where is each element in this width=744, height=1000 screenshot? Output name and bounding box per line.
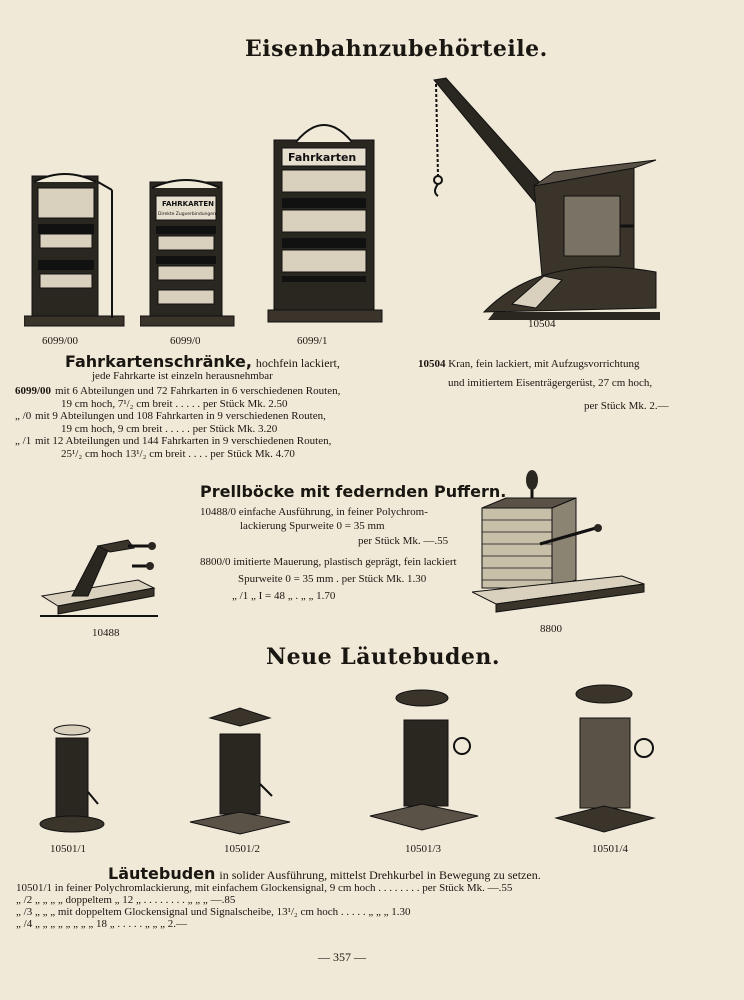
kran-line-1: 10504 Kran, fein lackiert, mit Aufzugsvorrichtung [418,358,640,370]
prellboecke-line-4: 8800/0 imitierte Mauerung, plastisch geprägt, fein lackiert [200,556,457,568]
laeutebuden-heading: Läutebuden [108,864,216,883]
fahrkarten-line: 19 cm hoch, 7¹/₂ cm breit . . . . . per Stück Mk. 2.50 [61,397,288,410]
cabinet-label-1b: Direkte Zugverbindungen [158,212,216,217]
bell-hut-10501-1-illustration [36,720,106,836]
caption-6099-00: 6099/00 [42,335,79,347]
ticket-cabinet-6099-0-illustration [140,172,236,330]
fahrkarten-list [15,385,395,460]
fahrkarten-heading-rest: hochfein lackiert, [255,356,340,370]
cabinet-label-2: Fahrkarten [288,151,357,164]
caption-10488: 10488 [92,627,120,639]
kran-line-3: per Stück Mk. 2.— [584,400,669,412]
laeutebuden-line-2: „ /2 „ „ „ „ doppeltem „ 12 „ . . . . . . . . „ „ „ —.85 [16,894,236,906]
prellboecke-line-3: per Stück Mk. —.55 [358,535,449,547]
caption-10504: 10504 [528,318,556,330]
page-title: Eisenbahnzubehörteile. [245,36,548,62]
caption-8800: 8800 [540,623,562,635]
caption-10501-2: 10501/2 [224,843,261,855]
cabinet-label-1: FAHRKARTEN [162,200,214,208]
buffer-stop-10488-illustration [38,536,162,624]
fahrkarten-line: „ /0 mit 9 Abteilungen und 108 Fahrkarten in 9 verschiedenen Routen, [15,410,326,422]
prellboecke-line-1: 10488/0 einfache Ausführung, in feiner Polychrom- [200,506,428,518]
page-number: — 357 — [318,950,366,964]
laeutebuden-heading-line [108,864,541,884]
laeutebuden-line-1: 10501/1 in feiner Polychromlackierung, mit einfachem Glockensignal, 9 cm hoch . . . . . . . . per Stück Mk. —.55 [16,882,513,894]
fahrkarten-line: 19 cm hoch, 9 cm breit . . . . . per Stück Mk. 3.20 [61,422,278,435]
bell-hut-10501-4-illustration [554,678,658,836]
bell-hut-10501-3-illustration [366,686,482,834]
laeutebuden-title: Neue Läutebuden. [266,644,501,670]
fahrkarten-line: „ /1 mit 12 Abteilungen und 144 Fahrkarten in 9 verschiedenen Routen, [15,435,332,447]
crane-10504-illustration [424,76,662,320]
laeutebuden-heading-rest: in solider Ausführung, mittelst Drehkurbel in Bewegung zu setzen. [219,868,541,882]
ticket-cabinet-6099-1-illustration [266,114,386,328]
prellboecke-heading: Prellböcke mit federnden Puffern. [200,482,507,501]
fahrkarten-line: 6099/00 mit 6 Abteilungen und 72 Fahrkarten in 6 verschiedenen Routen, [15,385,341,397]
caption-10501-1: 10501/1 [50,843,87,855]
caption-6099-1: 6099/1 [297,335,328,347]
laeutebuden-line-3: „ /3 „ „ „ mit doppeltem Glockensignal und Signalscheibe, 13¹/₂ cm hoch . . . . . „ „ „ 1.30 [16,906,411,918]
ticket-cabinet-6099-00-illustration [24,168,128,330]
fahrkarten-sub: jede Fahrkarte ist einzeln herausnehmbar [92,370,273,382]
prellboecke-line-5: Spurweite 0 = 35 mm . per Stück Mk. 1.30 [238,573,427,585]
prellboecke-line-2: lackierung Spurweite 0 = 35 mm [240,520,385,532]
fahrkarten-heading-line [65,352,340,372]
caption-10501-4: 10501/4 [592,843,629,855]
bell-hut-10501-2-illustration [186,704,294,836]
laeutebuden-line-4: „ /4 „ „ „ „ „ „ „ „ 18 „ . . . . . „ „ „ 2.— [16,918,188,930]
prellboecke-line-6: „ /1 „ I = 48 „ . „ „ 1.70 [232,590,336,602]
caption-10501-3: 10501/3 [405,843,442,855]
fahrkarten-heading: Fahrkartenschränke, [65,352,252,371]
kran-line-2: und imitiertem Eisenträgergerüst, 27 cm hoch, [448,377,653,389]
caption-6099-0: 6099/0 [170,335,201,347]
fahrkarten-line: 25¹/₂ cm hoch 13¹/₂ cm breit . . . . per Stück Mk. 4.70 [61,447,295,460]
buffer-stop-8800-illustration [472,468,648,614]
